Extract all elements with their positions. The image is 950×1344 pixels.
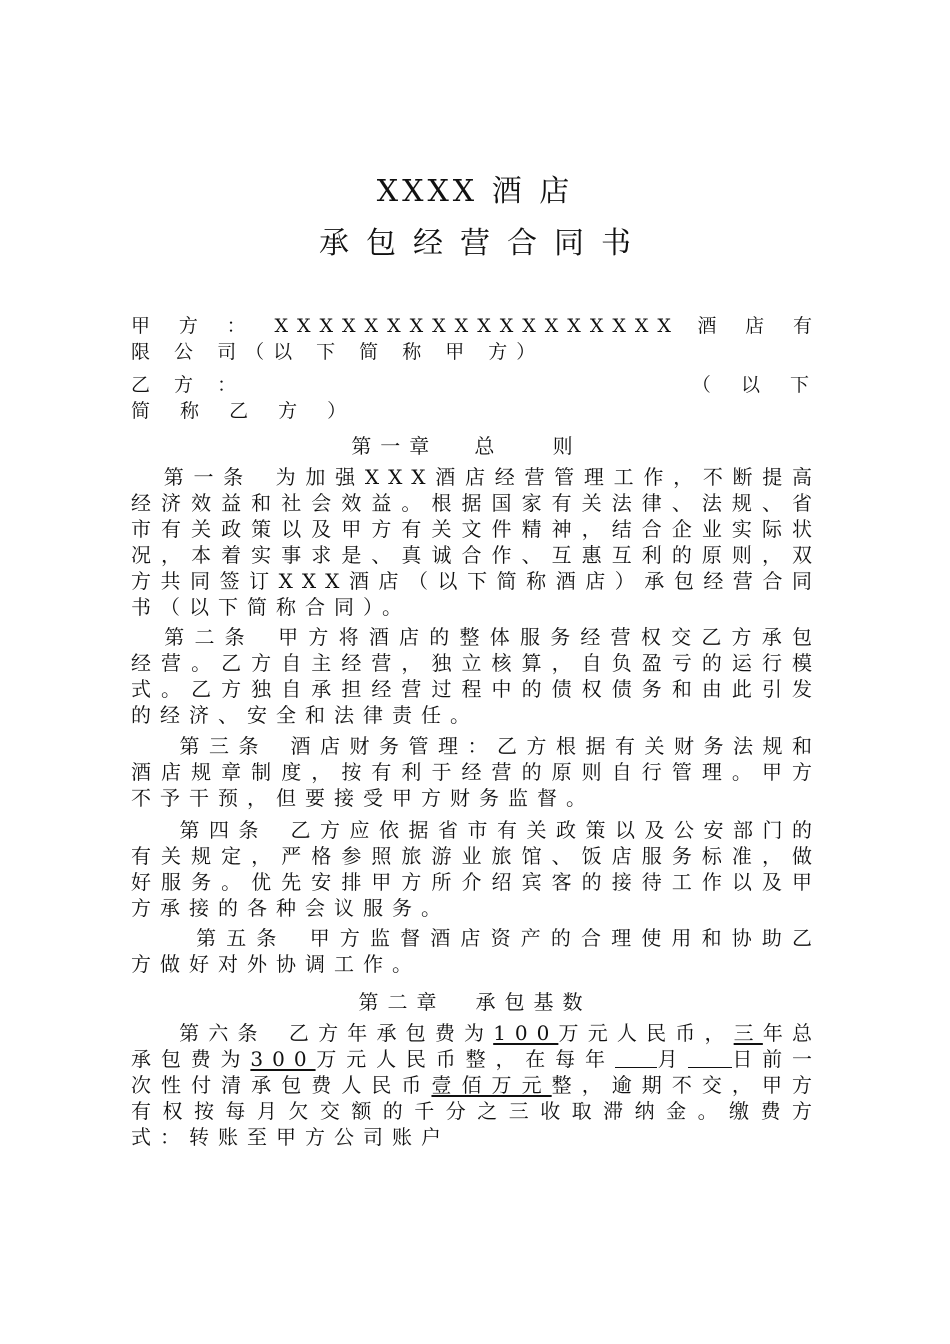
article-6-text-d: 万元人民币整，在每年	[315, 1047, 615, 1071]
article-5-text: 甲方监督酒店资产的合理使用和协助乙方做好对外协调工作。	[131, 926, 822, 976]
article-3-label: 第三条	[179, 734, 268, 758]
article-4-text: 乙方应依据省市有关政策以及公安部门的有关规定，严格参照旅游业旅馆、饭店服务标准，做好服务。优先安排甲方所介绍宾客的接待工作以及甲方承接的各种会议服务。	[131, 818, 821, 920]
party-b-tail-1: （ 以 下	[691, 374, 821, 396]
article-3	[131, 733, 821, 811]
chapter-2-heading	[0, 986, 950, 1015]
article-6-text-e: 日前一次性付清承包费人民币	[131, 1047, 822, 1097]
article-2-text: 甲方将酒店的整体服务经营权交乙方承包经营。乙方自主经营，独立核算，自负盈亏的运行模式。乙方独自承担经营过程中的债权债务和由此引发的经济、安全和法律责任。	[131, 625, 822, 727]
party-b	[131, 372, 821, 424]
document-subtitle: 承包经营合同书	[319, 226, 648, 261]
party-b-label: 乙 方 ：	[131, 374, 246, 396]
article-4-label: 第四条	[179, 818, 268, 842]
article-6-text-f: 整，逾期不交，甲方有权按每月欠交额的千分之三收取滞纳金。缴费方式：转账至甲方公司账户	[131, 1073, 822, 1149]
chapter-2-name: 承包基数	[475, 990, 592, 1014]
day-blank	[688, 1049, 732, 1068]
contract-years-value: 三	[733, 1021, 763, 1045]
article-1	[131, 464, 821, 620]
article-6-text-b: 万元人民币，	[558, 1021, 734, 1045]
article-1-text: 为加强XXX酒店经营管理工作，不断提高经济效益和社会效益。根据国家有关法律、法规、省市有关政策以及甲方有关文件精神，结合企业实际状况，本着实事求是、真诚合作、互惠互利的原则，双方共同签订XXX酒店（以下简称酒店）承包经营合同书（以下简称合同）。	[131, 465, 822, 619]
total-fee-value: 300	[250, 1047, 316, 1071]
chapter-2-number: 第二章	[358, 990, 446, 1014]
month-blank	[615, 1049, 657, 1068]
article-6-month: 月	[656, 1047, 688, 1071]
article-2-label: 第二条	[163, 625, 255, 649]
fee-in-words: 壹佰万元	[431, 1073, 552, 1097]
annual-fee-value: 100	[493, 1021, 559, 1045]
article-6-label: 第六条	[179, 1021, 267, 1045]
chapter-1-name: 总 则	[474, 434, 599, 458]
article-6	[131, 1020, 821, 1150]
article-2	[131, 624, 821, 728]
party-b-tail-2: 简 称 乙 方 ）	[131, 400, 359, 422]
article-6-text-c: 年总承包费为	[131, 1021, 822, 1071]
document-title: XXXX 酒 店	[376, 174, 574, 209]
chapter-1-heading	[0, 430, 950, 459]
article-5-label: 第五条	[195, 926, 287, 950]
article-3-text: 酒店财务管理：乙方根据有关财务法规和酒店规章制度，按有利于经营的原则自行管理。甲方不予干预，但要接受甲方财务监督。	[131, 734, 821, 810]
article-4	[131, 817, 821, 921]
party-a: 甲 方 ： XXXXXXXXXXXXXXXXXX 酒 店 有 限 公 司（以 下 简 称 甲 方）	[131, 315, 821, 363]
article-5	[131, 925, 821, 977]
article-6-text-a: 乙方年承包费为	[288, 1021, 494, 1045]
article-1-label: 第一条	[163, 465, 253, 489]
chapter-1-number: 第一章	[351, 434, 439, 458]
